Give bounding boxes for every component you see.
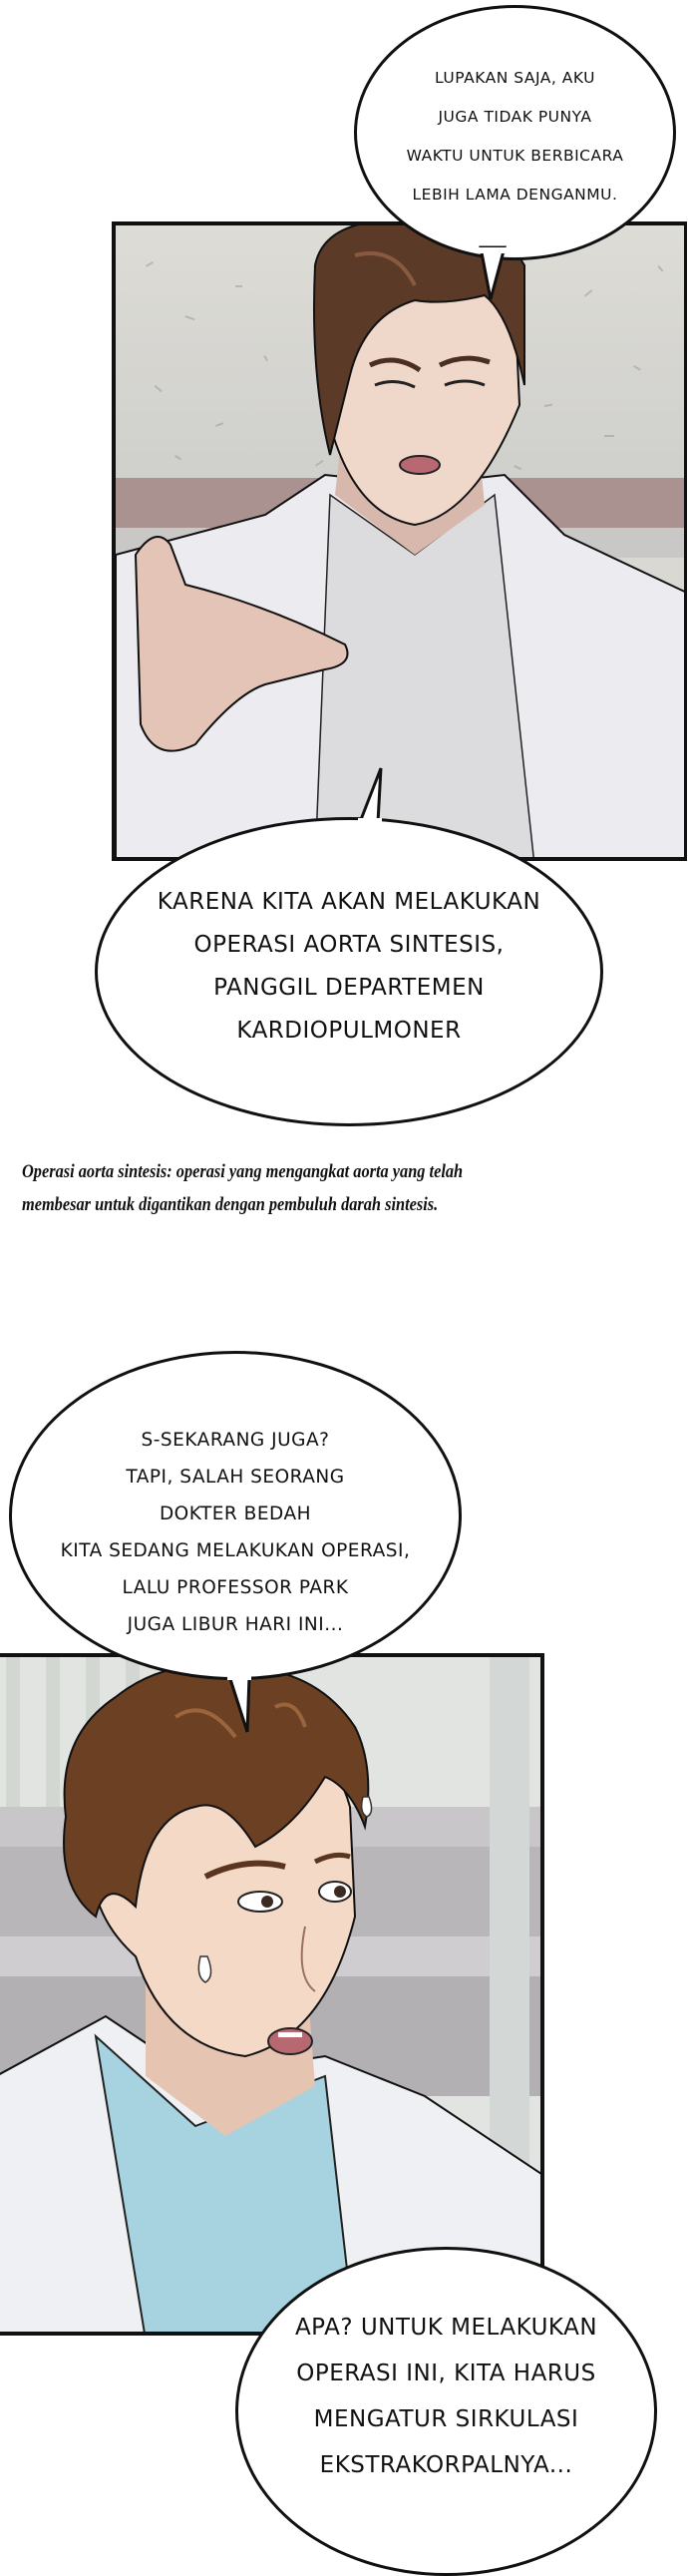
bubble-2-line: KARENA KITA AKAN MELAKUKAN — [157, 889, 541, 915]
footnote-line: Operasi aorta sintesis: operasi yang mengangkat aorta yang telah — [22, 1161, 464, 1182]
bubble-2-tail — [354, 766, 394, 824]
bubble-2-line: OPERASI AORTA SINTESIS, — [193, 932, 505, 958]
translator-footnote — [22, 1155, 579, 1221]
comic-panel-1 — [112, 221, 687, 861]
bubble-3-line: TAPI, SALAH SEORANG — [126, 1467, 345, 1488]
bubble-4-line: APA? UNTUK MELAKUKAN — [294, 2315, 598, 2341]
speech-bubble-3 — [9, 1351, 462, 1680]
speech-bubble-2 — [95, 817, 603, 1126]
bubble-2-line: KARDIOPULMONER — [236, 1018, 462, 1044]
surprised-young-doctor-illustration — [0, 1657, 544, 2336]
bubble-4-line: MENGATUR SIRKULASI — [313, 2406, 579, 2432]
speech-bubble-4 — [235, 2247, 657, 2576]
doctor-gesturing-illustration — [116, 225, 687, 861]
bubble-3-line: LALU PROFESSOR PARK — [122, 1577, 349, 1598]
speech-bubble-1 — [354, 5, 676, 260]
bubble-2-line: PANGGIL DEPARTEMEN — [213, 975, 485, 1001]
bubble-1-line: LUPAKAN SAJA, AKU — [435, 69, 595, 87]
bubble-3-line: JUGA LIBUR HARI INI... — [127, 1614, 344, 1635]
bubble-4-line: OPERASI INI, KITA HARUS — [296, 2361, 596, 2386]
comic-panel-2 — [0, 1653, 544, 2336]
bubble-1-line: WAKTU UNTUK BERBICARA — [406, 147, 624, 165]
bubble-3-line: S-SEKARANG JUGA? — [141, 1430, 330, 1451]
bubble-1-line: LEBIH LAMA DENGANMU. — [412, 186, 618, 204]
bubble-4-line: EKSTRAKORPALNYA... — [319, 2452, 573, 2478]
footnote-line: membesar untuk digantikan dengan pembuluh darah sintesis. — [22, 1194, 439, 1215]
bubble-3-line: KITA SEDANG MELAKUKAN OPERASI, — [60, 1540, 411, 1561]
bubble-1-line: JUGA TIDAK PUNYA — [438, 108, 592, 126]
bubble-3-line: DOKTER BEDAH — [159, 1503, 312, 1524]
bubble-3-tail — [225, 1672, 265, 1736]
bubble-1-tail — [475, 247, 515, 303]
